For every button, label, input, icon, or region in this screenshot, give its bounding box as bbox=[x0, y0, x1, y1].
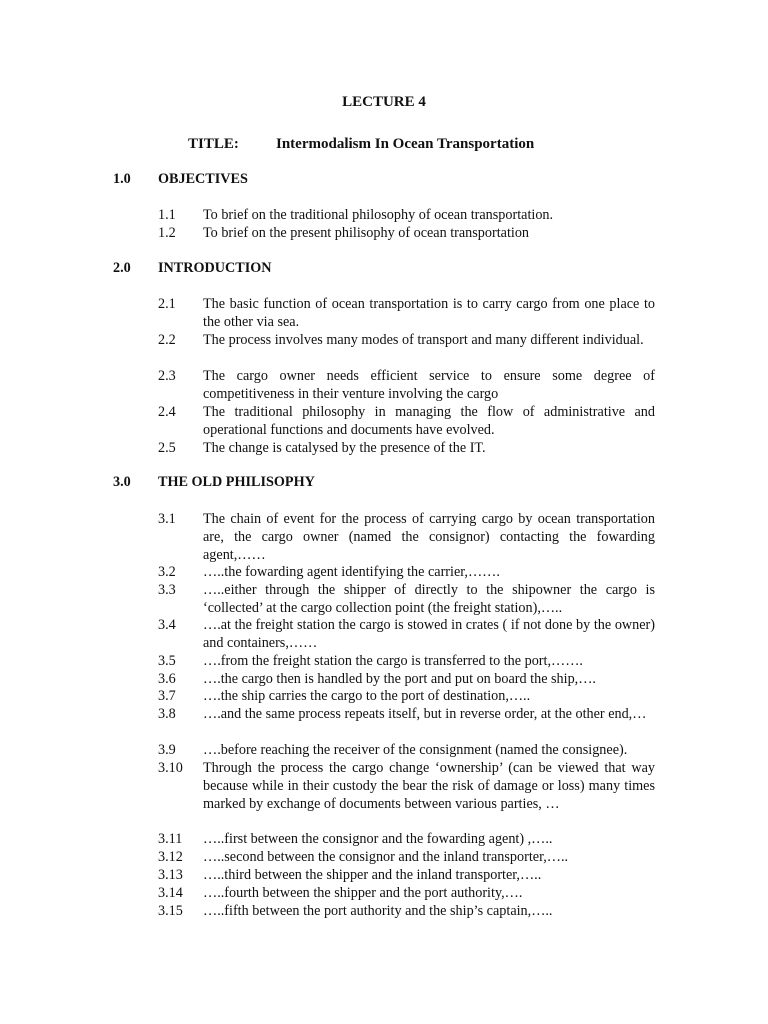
section-number: 3.0 bbox=[113, 474, 131, 490]
item-number: 3.11 bbox=[158, 831, 183, 847]
list-item bbox=[158, 671, 655, 689]
item-text: …..the fowarding agent identifying the carrier,……. bbox=[203, 564, 500, 580]
item-text: …..either through the shipper of directly to the shipowner the cargo is ‘collected’ at the cargo collection point (the freight station),….. bbox=[203, 582, 655, 616]
item-number: 3.1 bbox=[158, 511, 176, 527]
item-number: 3.6 bbox=[158, 671, 176, 687]
list-item bbox=[158, 296, 655, 332]
lecture-heading: LECTURE 4 bbox=[342, 94, 426, 110]
item-number: 3.9 bbox=[158, 742, 176, 758]
item-text: …..fourth between the shipper and the port authority,…. bbox=[203, 885, 523, 901]
list-item bbox=[158, 903, 655, 921]
item-number: 3.13 bbox=[158, 867, 183, 883]
list-item bbox=[158, 617, 655, 653]
item-number: 3.3 bbox=[158, 582, 176, 598]
section-title: OBJECTIVES bbox=[158, 171, 248, 187]
title-text: Intermodalism In Ocean Transportation bbox=[276, 136, 535, 152]
item-text: ….the ship carries the cargo to the port of destination,….. bbox=[203, 688, 531, 704]
list-item bbox=[158, 653, 655, 671]
item-text: ….before reaching the receiver of the consignment (named the consignee). bbox=[203, 742, 628, 758]
section-title: THE OLD PHILISOPHY bbox=[158, 474, 315, 490]
list-item bbox=[158, 760, 655, 813]
list-item bbox=[158, 511, 655, 564]
list-item bbox=[158, 831, 655, 849]
item-text: ….from the freight station the cargo is transferred to the port,……. bbox=[203, 653, 583, 669]
list-item bbox=[158, 368, 655, 404]
list-item bbox=[158, 849, 655, 867]
item-text: ….at the freight station the cargo is stowed in crates ( if not done by the owner) and containers,…… bbox=[203, 617, 655, 651]
list-item bbox=[158, 564, 655, 582]
item-text: …..fifth between the port authority and the ship’s captain,….. bbox=[203, 903, 553, 919]
list-item bbox=[158, 742, 655, 760]
section-number: 1.0 bbox=[113, 171, 131, 187]
title-label: TITLE: bbox=[188, 136, 239, 152]
item-text: The chain of event for the process of carrying cargo by ocean transportation are, the cargo owner (named the consignor) contacting the fowarding agent,…… bbox=[203, 511, 655, 563]
item-text: …..third between the shipper and the inland transporter,….. bbox=[203, 867, 542, 883]
item-number: 3.12 bbox=[158, 849, 183, 865]
section-heading bbox=[113, 260, 272, 277]
item-number: 2.5 bbox=[158, 440, 176, 456]
list-item bbox=[158, 885, 655, 903]
item-number: 3.10 bbox=[158, 760, 183, 776]
item-number: 3.8 bbox=[158, 706, 176, 722]
item-number: 3.14 bbox=[158, 885, 183, 901]
item-text: ….and the same process repeats itself, but in reverse order, at the other end,… bbox=[203, 706, 647, 722]
item-number: 3.4 bbox=[158, 617, 176, 633]
item-number: 2.2 bbox=[158, 332, 176, 348]
item-number: 3.2 bbox=[158, 564, 176, 580]
list-item bbox=[158, 404, 655, 440]
item-number: 3.15 bbox=[158, 903, 183, 919]
item-number: 3.7 bbox=[158, 688, 176, 704]
item-text: The cargo owner needs efficient service to ensure some degree of competitiveness in their venture involving the cargo bbox=[203, 368, 655, 402]
section-heading bbox=[113, 474, 315, 491]
section-title: INTRODUCTION bbox=[158, 260, 272, 276]
section-heading bbox=[113, 171, 248, 188]
item-text: …..first between the consignor and the fowarding agent) ,….. bbox=[203, 831, 553, 847]
item-text: The basic function of ocean transportation is to carry cargo from one place to the other via sea. bbox=[203, 296, 655, 330]
item-text: The change is catalysed by the presence of the IT. bbox=[203, 440, 486, 456]
list-item bbox=[158, 332, 655, 350]
item-number: 1.1 bbox=[158, 207, 176, 223]
list-item bbox=[158, 706, 655, 724]
item-text: Through the process the cargo change ‘ownership’ (can be viewed that way because while in their custody the bear the risk of damage or loss) many times marked by exchange of documents between various parties, … bbox=[203, 760, 655, 812]
section-number: 2.0 bbox=[113, 260, 131, 276]
item-text: ….the cargo then is handled by the port and put on board the ship,…. bbox=[203, 671, 596, 687]
list-item bbox=[158, 867, 655, 885]
item-text: To brief on the traditional philosophy of ocean transportation. bbox=[203, 207, 554, 223]
item-number: 2.3 bbox=[158, 368, 176, 384]
list-item bbox=[158, 688, 655, 706]
item-number: 2.1 bbox=[158, 296, 176, 312]
item-text: The process involves many modes of transport and many different individual. bbox=[203, 332, 644, 348]
item-text: The traditional philosophy in managing the flow of administrative and operational functions and documents have evolved. bbox=[203, 404, 655, 438]
list-item bbox=[158, 440, 655, 458]
item-number: 2.4 bbox=[158, 404, 176, 420]
item-number: 3.5 bbox=[158, 653, 176, 669]
item-text: To brief on the present philisophy of ocean transportation bbox=[203, 225, 530, 241]
list-item bbox=[158, 582, 655, 618]
list-item bbox=[158, 207, 655, 225]
item-text: …..second between the consignor and the inland transporter,….. bbox=[203, 849, 569, 865]
title-row bbox=[188, 136, 534, 153]
item-number: 1.2 bbox=[158, 225, 176, 241]
list-item bbox=[158, 225, 655, 243]
